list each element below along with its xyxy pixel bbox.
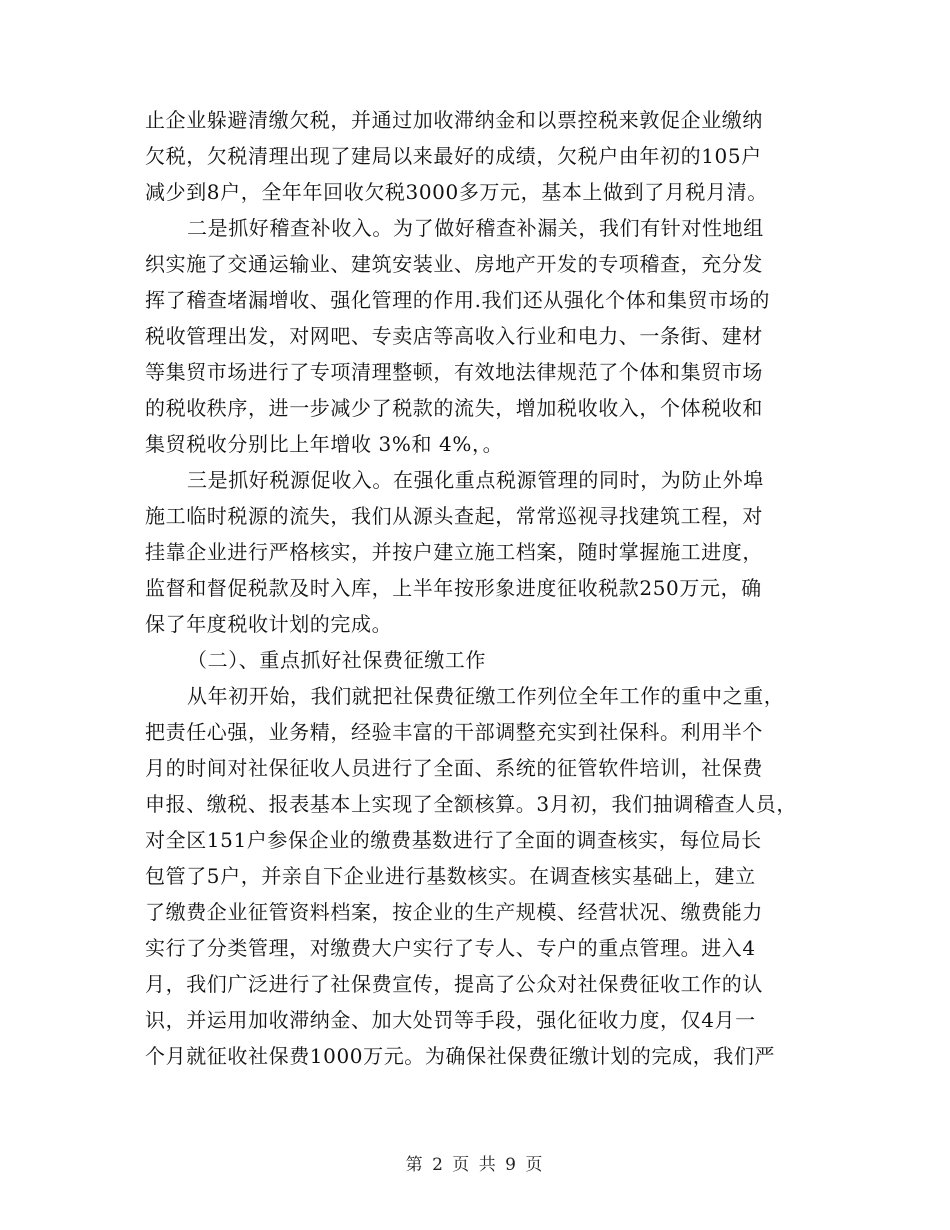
paragraph-line: 施工临时税源的流失，我们从源头查起，常常巡视寻找建筑工程，对 [145,504,763,528]
paragraph-line: 月的时间对社保征收人员进行了全面、系统的征管软件培训，社保费 [145,756,763,780]
paragraph-line: 申报、缴税、报表基本上实现了全额核算。3月初，我们抽调稽查人员， [145,792,797,816]
paragraph-line: 监督和督促税款及时入库，上半年按形象进度征收税款250万元，确 [145,576,762,600]
section-heading: （二）、重点抓好社保费征缴工作 [187,648,486,672]
paragraph-line: 对全区151户参保企业的缴费基数进行了全面的调查核实，每位局长 [145,828,762,852]
paragraph-line: 从年初开始，我们就把社保费征缴工作列位全年工作的重中之重， [187,684,785,708]
paragraph-line: 实行了分类管理，对缴费大户实行了专人、专户的重点管理。进入4 [145,936,756,960]
page-number-footer: 第 2 页 共 9 页 [405,1155,545,1175]
paragraph-line: 三是抓好税源促收入。在强化重点税源管理的同时，为防止外埠 [187,468,764,492]
paragraph-line: 止企业躲避清缴欠税，并通过加收滞纳金和以票控税来敦促企业缴纳 [145,108,763,132]
paragraph-line: 月，我们广泛进行了社保费宣传，提高了公众对社保费征收工作的认 [145,972,763,996]
paragraph-line: 包管了5户，并亲自下企业进行基数核实。在调查核实基础上，建立 [145,864,756,888]
paragraph-line: 的税收秩序，进一步减少了税款的流失，增加税收收入，个体税收和 [145,396,763,420]
paragraph-line: 二是抓好稽查补收入。为了做好稽查补漏关，我们有针对性地组 [187,216,764,240]
paragraph-line: 把责任心强，业务精，经验丰富的干部调整充实到社保科。利用半个 [145,720,763,744]
paragraph-line: 欠税，欠税清理出现了建局以来最好的成绩，欠税户由年初的105户 [145,144,762,168]
paragraph-line: 了缴费企业征管资料档案，按企业的生产规模、经营状况、缴费能力 [145,900,763,924]
paragraph-line: 等集贸市场进行了专项清理整顿，有效地法律规范了个体和集贸市场 [145,360,763,384]
paragraph-line: 挥了稽查堵漏增收、强化管理的作用.我们还从强化个体和集贸市场的 [145,288,770,312]
paragraph-line: 个月就征收社保费1000万元。为确保社保费征缴计划的完成，我们严 [145,1044,776,1068]
paragraph-line: 挂靠企业进行严格核实，并按户建立施工档案，随时掌握施工进度， [145,540,763,564]
paragraph-line: 织实施了交通运输业、建筑安装业、房地产开发的专项稽查，充分发 [145,252,763,276]
paragraph-line: 税收管理出发，对网吧、专卖店等高收入行业和电力、一条街、建材 [145,324,763,348]
paragraph-line: 保了年度税收计划的完成。 [145,612,393,636]
paragraph-line: 减少到8户，全年年回收欠税3000多万元，基本上做到了月税月清。 [145,180,768,204]
paragraph-line: 识，并运用加收滞纳金、加大处罚等手段，强化征收力度，仅4月一 [145,1008,756,1032]
paragraph-line: 集贸税收分别比上年增收 3%和 4%，。 [145,432,504,456]
